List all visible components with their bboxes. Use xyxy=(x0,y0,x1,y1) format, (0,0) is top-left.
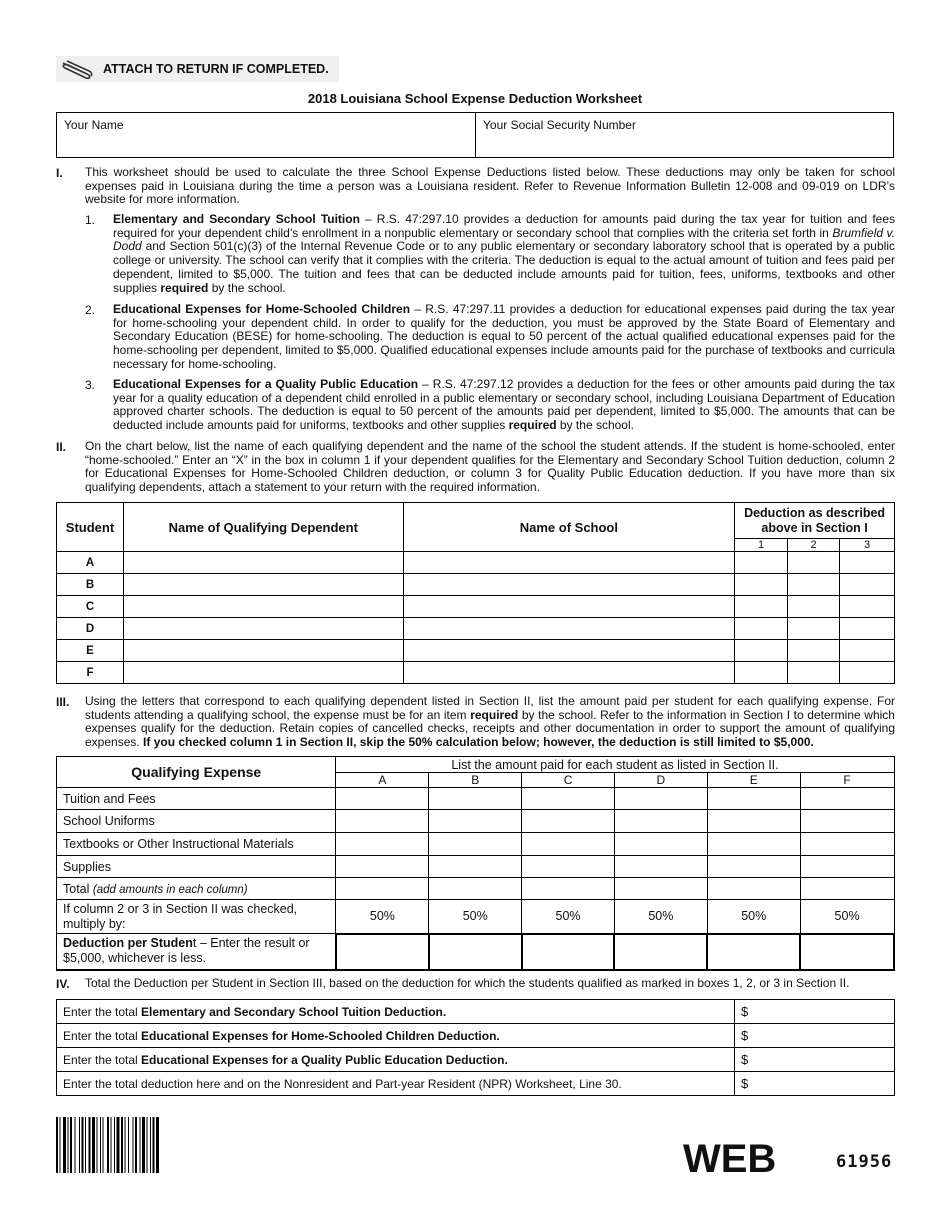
amount-cell[interactable] xyxy=(614,788,707,810)
check-col-3[interactable] xyxy=(840,574,895,596)
check-col-2[interactable] xyxy=(788,574,840,596)
check-col-1[interactable] xyxy=(735,596,788,618)
school-name-cell[interactable] xyxy=(403,574,735,596)
check-col-1[interactable] xyxy=(735,640,788,662)
col-2-header: 2 xyxy=(788,539,840,552)
student-letter: F xyxy=(57,662,124,684)
school-name-cell[interactable] xyxy=(403,552,735,574)
pct-value: 50% xyxy=(707,900,800,934)
section-2-text: On the chart below, list the name of each qualifying dependent and the name of the school the student attends. If the student is home-schooled, enter “home-schooled.” Enter an “X” in the box in column 1 if your dependent qualifies for the Elementary and Secondary School Tuition deduction, column 2 for Educational Expenses for Home-Schooled Children deduction, or column 3 for Quality Public Education deduction. If you have more than six qualifying dependents, attach a statement to your return with the required information. xyxy=(85,439,895,495)
check-col-3[interactable] xyxy=(840,640,895,662)
school-name-cell[interactable] xyxy=(403,640,735,662)
table-row xyxy=(57,833,895,856)
table-row xyxy=(57,810,895,833)
table-row xyxy=(57,618,895,640)
barcode xyxy=(56,1117,230,1173)
dependent-name-cell[interactable] xyxy=(123,552,403,574)
pct-value: 50% xyxy=(522,900,615,934)
web-label: WEB xyxy=(683,1137,777,1181)
item-1-text: Elementary and Secondary School Tuition – R.S. 47:297.10 provides a deduction for amounts paid during the tax year for tuition and fees required for your dependent child’s enrollment in a nonpublic elementary or secondary school that complies with the criteria set forth in Brumfield v. Dodd and Section 501(c)(3) of the Internal Revenue Code or to any public elementary or secondary laboratory school that is operated by a public college or university. The school can verify that it complies with the criteria. The deduction is equal to the actual amount of tuition and fees paid per dependent, limited to $5,000. The tuition and fees that can be deducted include amounts paid for tuition, fees, uniforms, textbooks and other supplies required by the school. xyxy=(113,212,896,295)
item-1-number: 1. xyxy=(85,213,96,227)
col-d-header: D xyxy=(614,773,707,788)
amount-cell[interactable] xyxy=(614,810,707,833)
amount-cell[interactable] xyxy=(336,810,429,833)
total-line xyxy=(57,1048,895,1072)
total-line xyxy=(57,1072,895,1096)
dependent-header: Name of Qualifying Dependent xyxy=(123,503,403,552)
taxpayer-info-box xyxy=(56,112,894,158)
dependents-table xyxy=(56,502,895,684)
check-col-1[interactable] xyxy=(735,662,788,684)
col-f-header: F xyxy=(800,773,894,788)
section-2-number: II. xyxy=(56,440,67,454)
check-col-2[interactable] xyxy=(788,552,840,574)
school-header: Name of School xyxy=(403,503,735,552)
totals-table xyxy=(56,999,895,1096)
table-row xyxy=(57,856,895,878)
table-row xyxy=(57,574,895,596)
check-col-3[interactable] xyxy=(840,552,895,574)
total-line xyxy=(57,1024,895,1048)
item-2-text: Educational Expenses for Home-Schooled Children – R.S. 47:297.11 provides a deduction for educational expenses paid during the tax year for home-schooling your dependent child. In order to qualify for the deduction, you must be approved by the State Board of Elementary and Secondary Education (BESE) for home-schooling. The deduction is equal to 50 percent of the actual qualified educational expenses paid for the home-schooling per dependent, limited to $5,000. Qualified educational expenses include amounts paid for the purchase of textbooks and curricula necessary for home-schooling. xyxy=(113,302,895,371)
student-letter: D xyxy=(57,618,124,640)
your-name-label: Your Name xyxy=(64,118,124,132)
attach-label: ATTACH TO RETURN IF COMPLETED. xyxy=(103,62,329,76)
amount-cell[interactable] xyxy=(429,833,522,856)
amount-cell[interactable] xyxy=(336,856,429,878)
amount-caption: List the amount paid for each student as listed in Section II. xyxy=(336,757,894,773)
deduction-cell[interactable] xyxy=(614,934,707,970)
total-line-amount[interactable]: $ xyxy=(735,1024,895,1048)
student-header: Student xyxy=(57,503,124,552)
multiply-label: If column 2 or 3 in Section II was checked, multiply by: xyxy=(57,900,336,934)
item-3-number: 3. xyxy=(85,378,96,392)
ssn-field[interactable] xyxy=(476,113,643,157)
table-row xyxy=(57,640,895,662)
student-letter: E xyxy=(57,640,124,662)
deduction-row xyxy=(57,934,895,970)
school-name-cell[interactable] xyxy=(403,596,735,618)
amount-cell[interactable] xyxy=(522,856,615,878)
col-3-header: 3 xyxy=(840,539,895,552)
deduction-label: Deduction per Student – Enter the result or $5,000, whichever is less. xyxy=(57,934,336,970)
item-2-number: 2. xyxy=(85,303,96,317)
dependents-rows xyxy=(57,552,895,684)
check-col-1[interactable] xyxy=(735,552,788,574)
section-4-text: Total the Deduction per Student in Section III, based on the deduction for which the students qualified as marked in boxes 1, 2, or 3 in Section II. xyxy=(85,976,850,990)
amount-cell[interactable] xyxy=(522,810,615,833)
pct-value: 50% xyxy=(800,900,894,934)
amount-cell[interactable] xyxy=(707,856,800,878)
amount-cell[interactable] xyxy=(800,856,894,878)
item-3-text: Educational Expenses for a Quality Public Education – R.S. 47:297.12 provides a deduction for the fees or other amounts paid during the tax year for a quality education of a dependent child enrolled in a public elementary or secondary school, including Louisiana Department of Education approved charter schools. The deduction is equal to 50 percent of the amounts paid per dependent, limited to $5,000. The amounts that can be deducted include amounts paid for uniforms, textbooks and other supplies required by the school. xyxy=(113,377,895,433)
check-col-2[interactable] xyxy=(788,596,840,618)
form-code: 61956 xyxy=(836,1152,893,1172)
deduction-cell[interactable] xyxy=(707,934,800,970)
amount-cell[interactable] xyxy=(336,833,429,856)
table-row xyxy=(57,596,895,618)
deduction-cell[interactable] xyxy=(336,934,429,970)
pct-value: 50% xyxy=(614,900,707,934)
amount-cell[interactable] xyxy=(429,856,522,878)
total-label: Total (add amounts in each column) xyxy=(57,878,336,900)
deduction-cell[interactable] xyxy=(800,934,894,970)
section-3-number: III. xyxy=(56,695,70,709)
multiply-row xyxy=(57,900,895,934)
total-cell[interactable] xyxy=(336,878,429,900)
your-name-field[interactable] xyxy=(57,113,476,157)
col-c-header: C xyxy=(522,773,615,788)
amount-cell[interactable] xyxy=(800,833,894,856)
section-1-number: I. xyxy=(56,166,63,180)
col-1-header: 1 xyxy=(735,539,788,552)
section-3-text: Using the letters that correspond to each qualifying dependent listed in Section II, list the amount paid per student for each qualifying expense. For students attending a qualifying school, the expense must be for an item required by the school. Refer to the information in Section I to determine which expenses qualify for the deduction. Retain copies of cancelled checks, receipts and other documentation in order to support the amount of qualifying expenses. If you checked column 1 in Section II, skip the 50% calculation below; however, the deduction is still limited to $5,000. xyxy=(85,694,895,750)
table-row xyxy=(57,788,895,810)
dependent-name-cell[interactable] xyxy=(123,574,403,596)
check-col-2[interactable] xyxy=(788,640,840,662)
amount-cell[interactable] xyxy=(429,810,522,833)
total-cell[interactable] xyxy=(429,878,522,900)
deduction-cell[interactable] xyxy=(522,934,615,970)
amount-cell[interactable] xyxy=(614,833,707,856)
section-4-number: IV. xyxy=(56,977,70,991)
deduction-cell[interactable] xyxy=(429,934,522,970)
amount-cell[interactable] xyxy=(522,788,615,810)
check-col-2[interactable] xyxy=(788,618,840,640)
check-col-1[interactable] xyxy=(735,574,788,596)
dependent-name-cell[interactable] xyxy=(123,618,403,640)
total-line-amount[interactable]: $ xyxy=(735,1000,895,1024)
col-b-header: B xyxy=(429,773,522,788)
col-e-header: E xyxy=(707,773,800,788)
total-line-label: Enter the total Elementary and Secondary School Tuition Deduction. xyxy=(57,1000,735,1024)
school-name-cell[interactable] xyxy=(403,662,735,684)
deduction-header: Deduction as described above in Section I xyxy=(735,503,895,539)
student-letter: C xyxy=(57,596,124,618)
check-col-3[interactable] xyxy=(840,662,895,684)
amount-cell[interactable] xyxy=(800,810,894,833)
check-col-3[interactable] xyxy=(840,596,895,618)
pct-value: 50% xyxy=(336,900,429,934)
amount-cell[interactable] xyxy=(707,788,800,810)
student-letter: B xyxy=(57,574,124,596)
table-row xyxy=(57,662,895,684)
expense-label: Tuition and Fees xyxy=(57,788,336,810)
amount-cell[interactable] xyxy=(707,810,800,833)
expense-label: Textbooks or Other Instructional Materials xyxy=(57,833,336,856)
total-cell[interactable] xyxy=(800,878,894,900)
amount-cell[interactable] xyxy=(800,788,894,810)
total-line-label: Enter the total Educational Expenses for a Quality Public Education Deduction. xyxy=(57,1048,735,1072)
total-line-label: Enter the total deduction here and on the Nonresident and Part-year Resident (NPR) Worksheet, Line 30. xyxy=(57,1072,735,1096)
ssn-label: Your Social Security Number xyxy=(483,118,636,132)
student-letter: A xyxy=(57,552,124,574)
amount-cell[interactable] xyxy=(429,788,522,810)
total-line-amount[interactable]: $ xyxy=(735,1048,895,1072)
pct-value: 50% xyxy=(429,900,522,934)
total-line-label: Enter the total Educational Expenses for Home-Schooled Children Deduction. xyxy=(57,1024,735,1048)
dependent-name-cell[interactable] xyxy=(123,596,403,618)
qualifying-expense-header: Qualifying Expense xyxy=(57,757,336,788)
total-row xyxy=(57,878,895,900)
attach-banner xyxy=(56,56,339,82)
school-name-cell[interactable] xyxy=(403,618,735,640)
amount-cell[interactable] xyxy=(336,788,429,810)
check-col-3[interactable] xyxy=(840,618,895,640)
expense-label: School Uniforms xyxy=(57,810,336,833)
total-cell[interactable] xyxy=(522,878,615,900)
page-title: 2018 Louisiana School Expense Deduction Worksheet xyxy=(307,91,643,106)
amount-cell[interactable] xyxy=(522,833,615,856)
section-1-intro: This worksheet should be used to calculate the three School Expense Deductions listed below. These deductions may only be taken for school expenses paid in Louisiana during the time a person was a Louisiana resident. Refer to Revenue Information Bulletin 12-008 and 09-019 on LDR’s website for more information. xyxy=(85,165,895,207)
total-line xyxy=(57,1000,895,1024)
dependent-name-cell[interactable] xyxy=(123,662,403,684)
amount-cell[interactable] xyxy=(707,833,800,856)
expenses-table xyxy=(56,756,895,971)
dependent-name-cell[interactable] xyxy=(123,640,403,662)
table-row xyxy=(57,552,895,574)
expense-label: Supplies xyxy=(57,856,336,878)
total-cell[interactable] xyxy=(614,878,707,900)
total-line-amount[interactable]: $ xyxy=(735,1072,895,1096)
total-cell[interactable] xyxy=(707,878,800,900)
check-col-1[interactable] xyxy=(735,618,788,640)
paperclip-icon xyxy=(59,59,93,79)
col-a-header: A xyxy=(336,773,429,788)
amount-cell[interactable] xyxy=(614,856,707,878)
check-col-2[interactable] xyxy=(788,662,840,684)
